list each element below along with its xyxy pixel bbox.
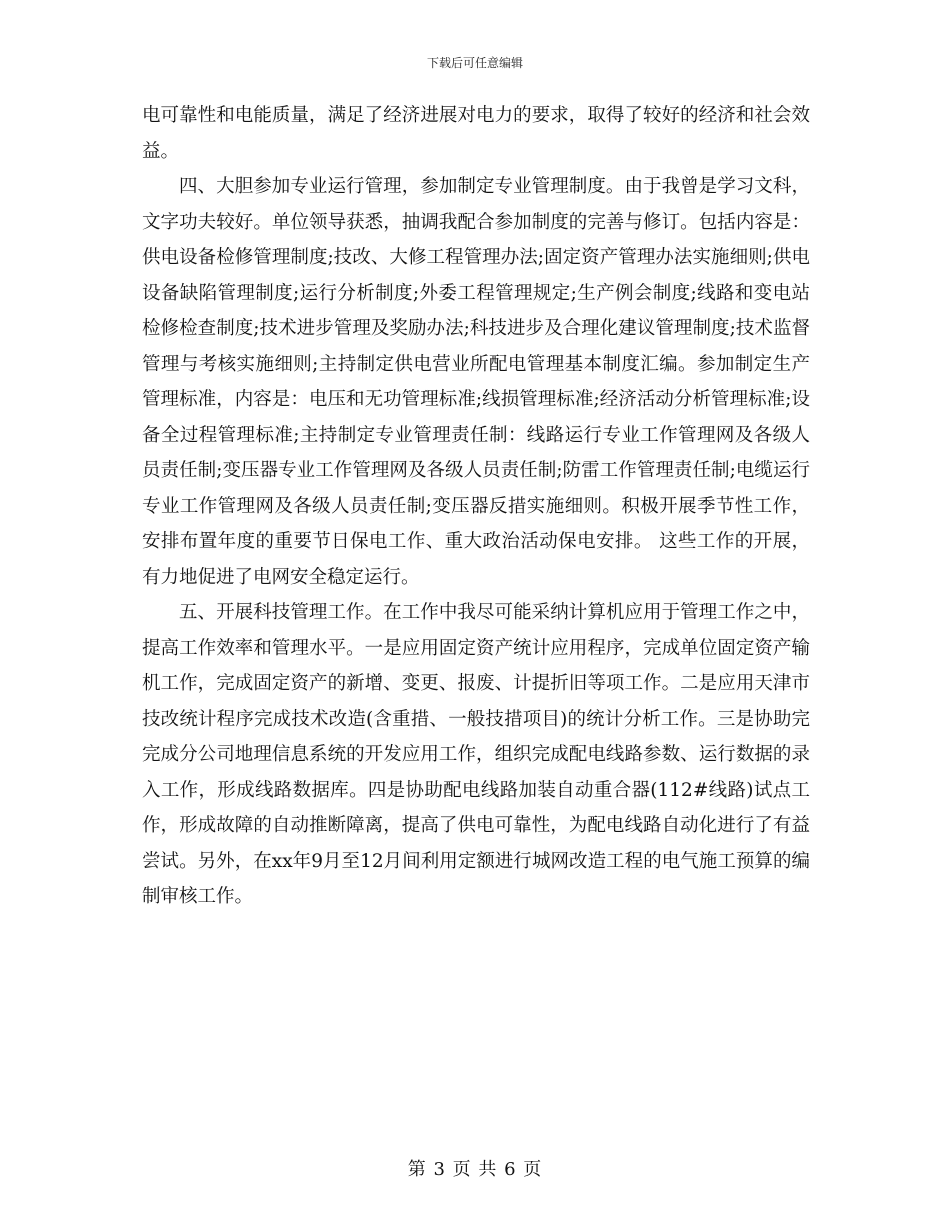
paragraph-section-five: 五、开展科技管理工作。在工作中我尽可能采纳计算机应用于管理工作之中，提高工作效率和管理水平。一是应用固定资产统计应用程序，完成单位固定资产输机工作，完成固定资产的新增、变更、报废、计提折旧等项工作。二是应用天津市技改统计程序完成技术改造(含重措、一般技措项目)的统计分析工作。三是协助完完成分公司地理信息系统的开发应用工作，组织完成配电线路参数、运行数据的录入工作，形成线路数据库。四是协助配电线路加装自动重合器(112#线路)试点工作，形成故障的自动推断障离，提高了供电可靠性，为配电线路自动化进行了有益尝试。另外，在xx年9月至12月间利用定额进行城网改造工程的电气施工预算的编制审核工作。 xyxy=(142,602,810,907)
page-footer: 第 3 页 共 6 页 xyxy=(407,1159,543,1180)
document-body xyxy=(142,98,810,915)
paragraph-continuation: 电可靠性和电能质量，满足了经济进展对电力的要求，取得了较好的经济和社会效益。 xyxy=(142,105,810,162)
paragraph-section-four: 四、大胆参加专业运行管理，参加制定专业管理制度。由于我曾是学习文科，文字功夫较好。单位领导获悉，抽调我配合参加制度的完善与修订。包括内容是：供电设备检修管理制度;技改、大修工程管理办法;固定资产管理办法实施细则;供电设备缺陷管理制度;运行分析制度;外委工程管理规定;生产例会制度;线路和变电站检修检查制度;技术进步管理及奖励办法;科技进步及合理化建议管理制度;技术监督管理与考核实施细则;主持制定供电营业所配电管理基本制度汇编。参加制定生产管理标准，内容是：电压和无功管理标准;线损管理标准;经济活动分析管理标准;设备全过程管理标准;主持制定专业管理责任制：线路运行专业工作管理网及各级人员责任制;变压器专业工作管理网及各级人员责任制;防雷工作管理责任制;电缆运行专业工作管理网及各级人员责任制;变压器反措实施细则。积极开展季节性工作，安排布置年度的重要节日保电工作、重大政治活动保电安排。 这些工作的开展，有力地促进了电网安全稳定运行。 xyxy=(142,176,810,588)
page-header: 下载后可任意编辑 xyxy=(426,56,523,70)
